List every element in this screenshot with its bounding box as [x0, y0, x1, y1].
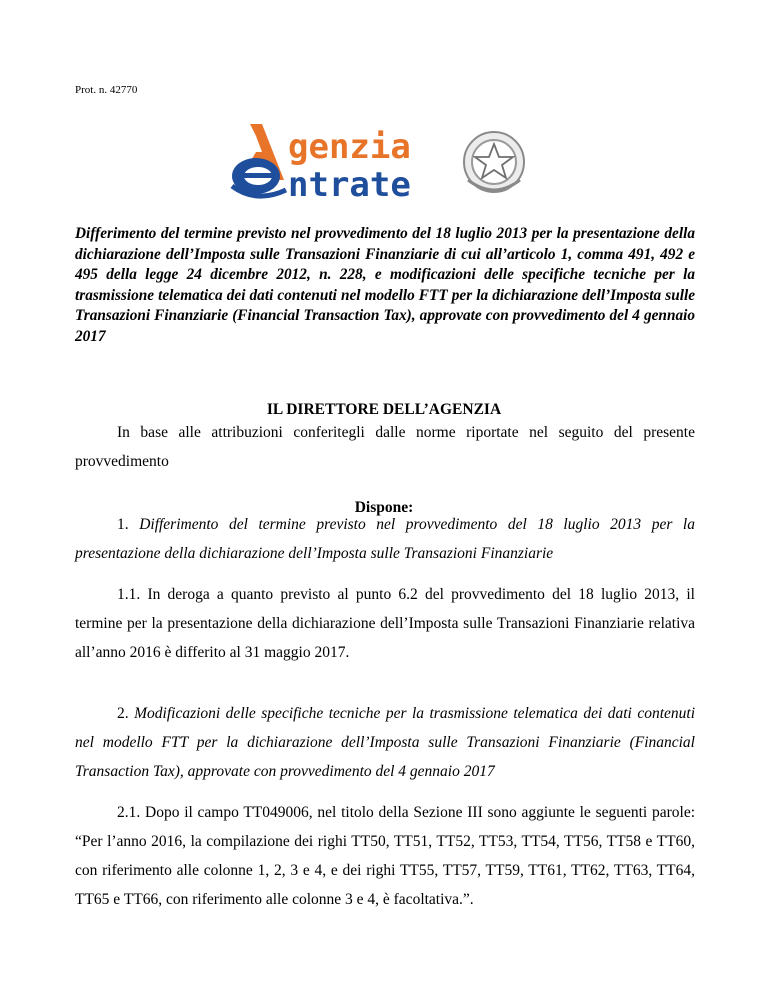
- agenzia-entrate-logo: [228, 118, 528, 204]
- document-title: Differimento del termine previsto nel provvedimento del 18 luglio 2013 per la presentazione della dichiarazione dell’Imposta sulle Transazioni Finanziarie di cui all’articolo 1, comma 491, 492 e 495 della legge 24 dicembre 2012, n. 228, e modificazioni delle specifiche tecniche per la trasmissione telematica dei dati contenuti nel modello FTT per la dichiarazione dell’Imposta sulle Transazioni Finanziarie (Financial Transaction Tax), approvate con provvedimento del 4 gennaio 2017: [75, 225, 695, 345]
- protocol-number: Prot. n. 42770: [75, 84, 138, 96]
- logo-line1: genzia: [288, 127, 411, 167]
- heading-dispone: Dispone:: [354, 499, 414, 516]
- italian-republic-emblem-icon: [464, 132, 524, 192]
- heading-direttore: IL DIRETTORE DELL’AGENZIA: [266, 401, 502, 418]
- section-2-heading: [75, 699, 695, 786]
- section-2-title: Modificazioni delle specifiche tecniche per la trasmissione telematica dei dati contenuti nel modello FTT per la dichiarazione dell’Imposta sulle Transazioni Finanziarie (Financial Transaction Tax), approvate con provvedimento del 4 gennaio 2017: [75, 705, 696, 780]
- section-1-number: 1.: [117, 516, 129, 533]
- section-2-number: 2.: [117, 705, 129, 722]
- logo-graphic: [228, 118, 528, 204]
- logo-line2: ntrate: [288, 165, 411, 204]
- section-2-1-paragraph: 2.1. Dopo il campo TT049006, nel titolo della Sezione III sono aggiunte le seguenti parole: “Per l’anno 2016, la compilazione dei righi TT50, TT51, TT52, TT53, TT54, TT56, TT58 e TT60, con riferimento alle colonne 1, 2, 3 e 4, e dei righi TT55, TT57, TT59, TT61, TT62, TT63, TT64, TT65 e TT66, con riferimento alle colonne 3 e 4, è facoltativa.”.: [75, 804, 695, 908]
- section-1-title: Differimento del termine previsto nel provvedimento del 18 luglio 2013 per la presentazione della dichiarazione dell’Imposta sulle Transazioni Finanziarie: [75, 516, 695, 562]
- intro-paragraph: In base alle attribuzioni conferitegli dalle norme riportate nel seguito del presente provvedimento: [75, 424, 695, 470]
- section-1-heading: [75, 510, 695, 568]
- section-1-1-paragraph: 1.1. In deroga a quanto previsto al punto 6.2 del provvedimento del 18 luglio 2013, il termine per la presentazione della dichiarazione dell’Imposta sulle Transazioni Finanziarie relativa all’anno 2016 è differito al 31 maggio 2017.: [75, 586, 695, 661]
